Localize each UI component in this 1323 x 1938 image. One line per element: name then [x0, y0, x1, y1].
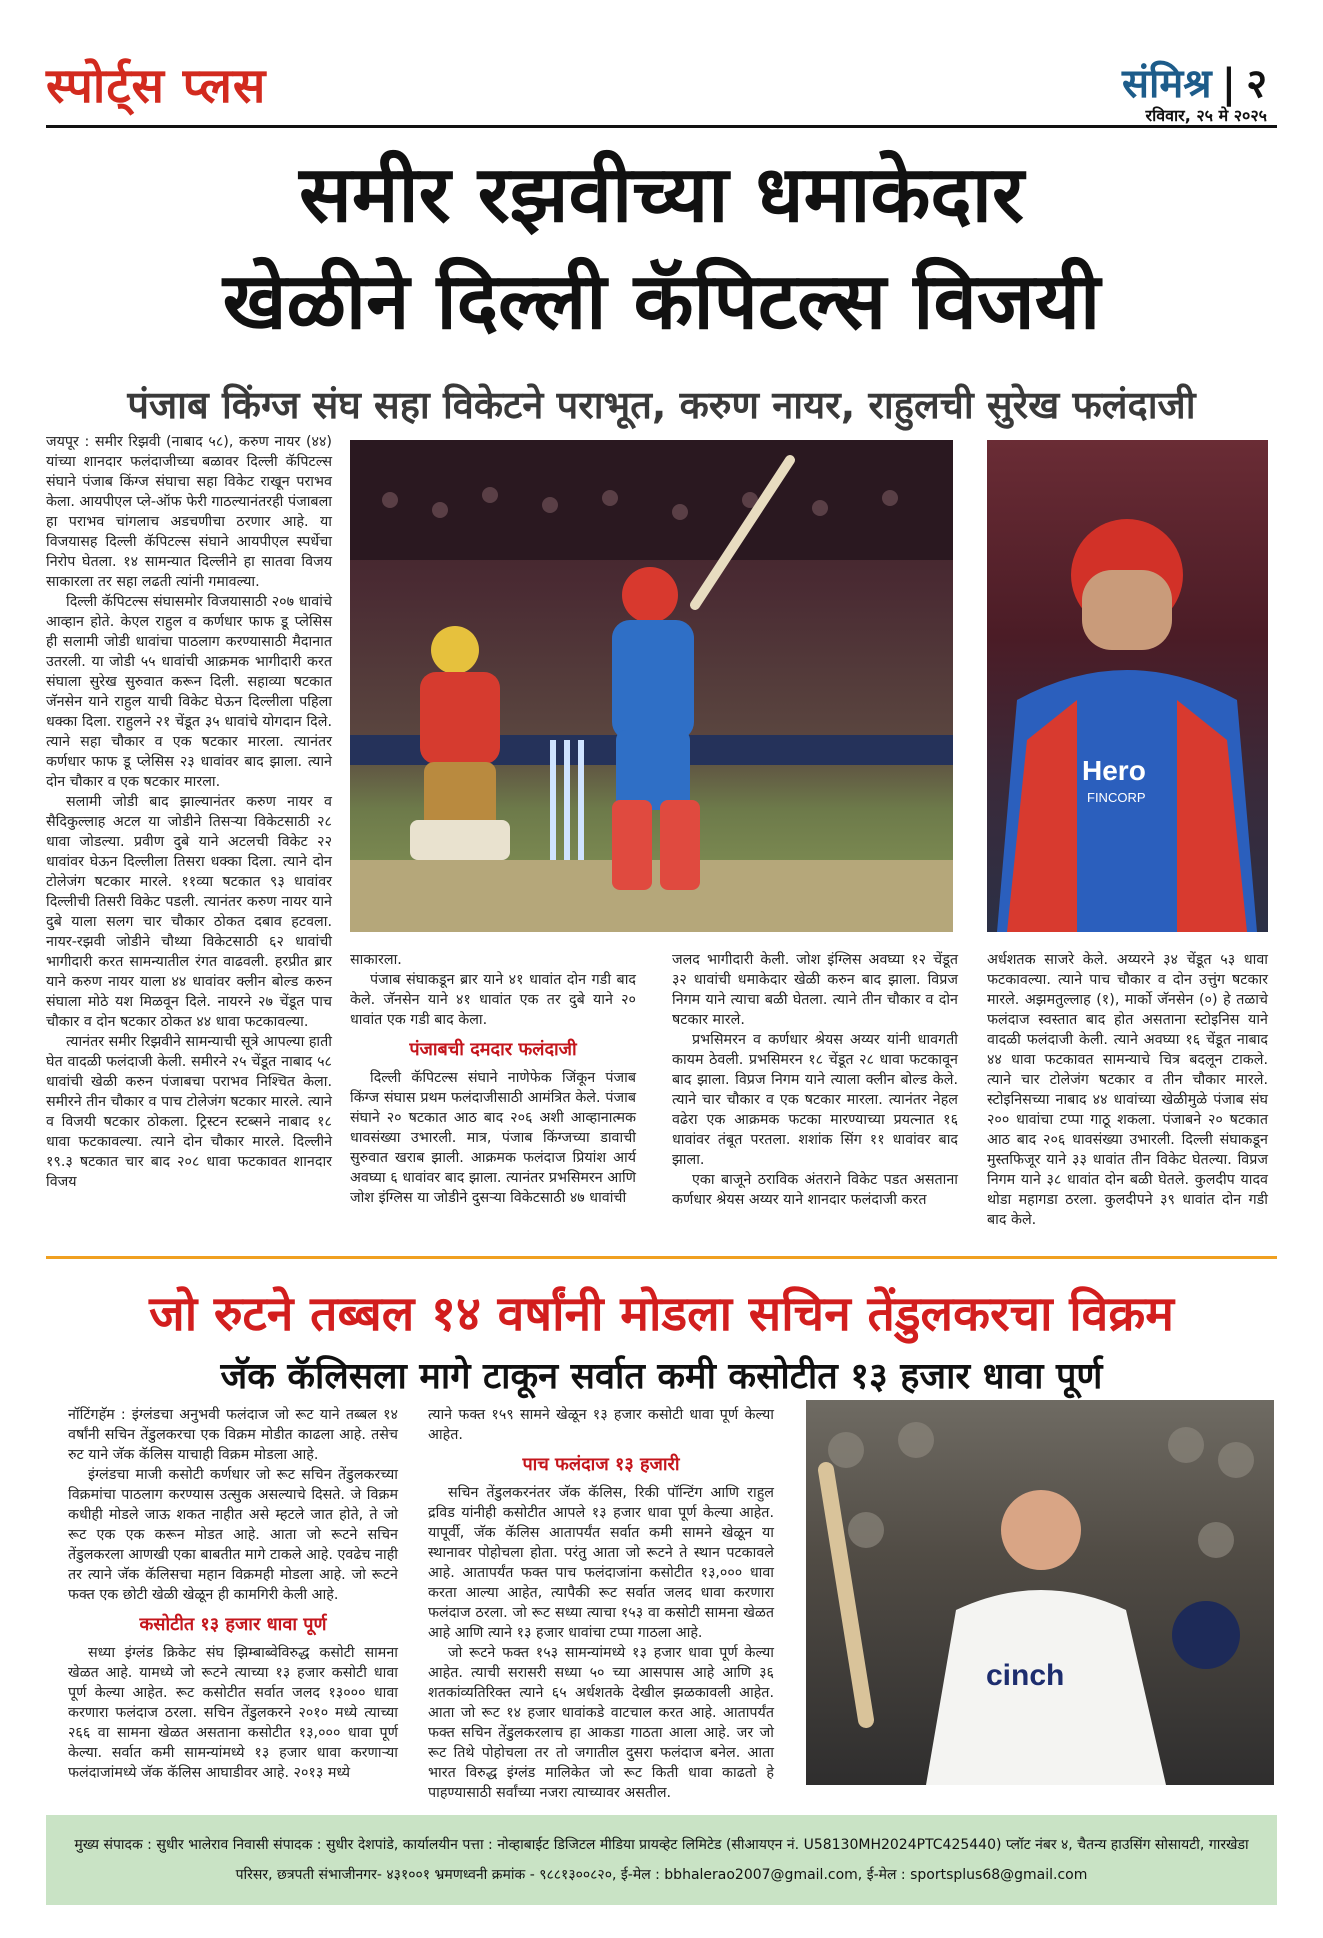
paragraph: प्रभसिमरन व कर्णधार श्रेयस अय्यर यांनी धावगती कायम ठेवली. प्रभसिमरन १८ चेंडूत २८ धावा फटकावून बाद झाला. विप्रज निगम याने त्याला क्लीन बोल्ड केले. त्याने चार चौकार व एक षटकार मारला. त्यानंतर नेहल वढेरा एक आक्रमक फटका मारण्याच्या प्रयत्नात १६ धावांवर तंबूत परतला. शशांक सिंग ११ धावांवर बाद झाला.: [672, 1032, 958, 1168]
paragraph: पंजाब संघाकडून ब्रार याने ४१ धावांत दोन गडी बाद केले. जॅनसेन याने ४१ धावांत एक तर दुबे याने २० धावांत एक गडी बाद केला.: [350, 972, 636, 1028]
masthead-brand: स्पोर्ट्स प्लस: [46, 58, 267, 114]
paragraph: अर्धशतक साजरे केले. अय्यरने ३४ चेंडूत ५३ धावा फटकावल्या. त्याने पाच चौकार व दोन उत्तुंग षटकार मारले. अझमतुल्लाह (१), मार्को जॅनसेन (०) हे तळाचे फलंदाज स्वस्तात बाद होत असताना स्टोइनिस याने वादळी फलंदाजी केली. त्याने अवघ्या १६ चेंडूत नाबाद ४४ धावा फटकावत सामन्याचे चित्र बदलून टाकले. त्याने चार टोलेजंग षटकार व तीन चौकार मारले. स्टोइनिसच्या नाबाद ४४ धावांच्या खेळीमुळे पंजाब संघ २०० धावांचा टप्पा गाठू शकला. पंजाबने २० षटकात आठ बाद २०६ धावसंख्या उभारली. दिल्ली संघाकडून मुस्तफिजूर याने ३३ धावांत तीन विकेट घेतल्या. विप्रज निगम याने ३८ धावांत दोन बळी घेतले. कुलदीप यादव थोडा महागडा ठरला. कुलदीपने ३९ धावांत दोन गडी बाद केले.: [987, 952, 1268, 1228]
story2-column2-subhead: पाच फलंदाज १३ हजारी: [522, 1454, 680, 1475]
paragraph: त्याने फक्त १५९ सामने खेळून १३ हजार कसोटी धावा पूर्ण केल्या आहेत.: [428, 1407, 774, 1443]
paragraph: सचिन तेंडुलकरनंतर जॅक कॅलिस, रिकी पॉन्टिंग आणि राहुल द्रविड यांनीही कसोटीत आपले १३ हजार धावा पूर्ण केल्या आहेत. यापूर्वी, जॅक कॅलिस आतापर्यंत सर्वात कमी सामने खेळून या स्थानावर पोहोचला होता. परंतु आता जो रूटने ते स्थान पटकावले आहे. आतापर्यंत फक्त पाच फलंदाजांना कसोटीत १३,००० धावा करता आल्या आहेत, त्यापैकी रूट सर्वात जलद धावा करणारा फलंदाज ठरला. जो रूट सध्या त्याचा १५३ वा कसोटी सामना खेळत आहे आणि त्याने १३ हजार धावांचा टप्पा गाठला आहे.: [428, 1485, 774, 1641]
joe-root-photo: [806, 1400, 1274, 1785]
paragraph: जयपूर : समीर रिझवी (नाबाद ५८), करुण नायर (४४) यांच्या शानदार फलंदाजीच्या बळावर दिल्ली कॅपिटल्स संघाने पंजाब किंग्ज संघाचा सहा विकेट राखून पराभव केला. आयपीएल प्ले-ऑफ फेरी गाठल्यानंतरही पंजाबला हा पराभव चांगलाच अडचणीचा ठरणार आहे. या विजयासह दिल्ली कॅपिटल्स संघाने आयपीएल स्पर्धेचा निरोप घेतला. १४ सामन्यात दिल्लीने हा सातवा विजय साकारला तर सहा लढती त्यांनी गमावल्या.: [46, 434, 332, 590]
section-divider: |: [1221, 60, 1237, 107]
story2-column-2: [428, 1405, 774, 1803]
svg-text:cinch: cinch: [986, 1659, 1065, 1692]
svg-text:FINCORP: FINCORP: [1087, 790, 1146, 805]
story1-headline-line2: खेळीने दिल्ली कॅपिटल्स विजयी: [222, 257, 1101, 347]
paragraph: साकारला.: [350, 952, 402, 968]
story2-headline: जो रुटने तब्बल १४ वर्षांनी मोडला सचिन तेंडुलकरचा विक्रम: [149, 1286, 1174, 1342]
section-label: [1122, 54, 1267, 109]
batting-action-photo: [350, 440, 953, 932]
paragraph: नॉटिंगहॅम : इंग्लंडचा अनुभवी फलंदाज जो रूट याने तब्बल १४ वर्षांनी सचिन तेंडुलकरचा एक विक्रम मोडीत काढला आहे. तसेच रुट याने जॅक कॅलिस याचाही विक्रम मोडला आहे.: [68, 1407, 398, 1463]
section-name: संमिश्र: [1121, 60, 1212, 107]
paragraph: दिल्ली कॅपिटल्स संघासमोर विजयासाठी २०७ धावांचे आव्हान होते. केएल राहुल व कर्णधार फाफ डू प्लेसिस ही सलामी जोडी धावांचा पाठलाग करण्यासाठी मैदानात उतरली. या जोडी ५५ धावांची आक्रमक भागीदारी करत संघाला सुरेख सुरुवात करून दिली. सहाव्या षटकात जॅनसेन याने राहुल याची विकेट घेऊन दिल्लीला पहिला धक्का दिला. राहुलने २१ चेंडूत ३५ धावांचे योगदान दिले. त्याने सहा चौकार व एक षटकार मारला. त्यानंतर कर्णधार फाफ डू प्लेसिस २३ धावांवर बाद झाला. त्याने दोन चौकार व एक षटकार मारला.: [46, 594, 332, 790]
imprint-footer: [46, 1815, 1277, 1905]
paragraph: जो रूटने फक्त १५३ सामन्यांमध्ये १३ हजार धावा पूर्ण केल्या आहेत. त्याची सरासरी सध्या ५० च्या आसपास आहे आणि ३६ शतकांव्यतिरिक्त त्याने ६५ अर्धशतके देखील झळकावली आहेत. आता जो रूट १४ हजार धावांकडे वाटचाल करत आहे. आतापर्यंत फक्त सचिन तेंडुलकरलाच हा आकडा गाठता आला आहे. जर जो रूट तिथे पोहोचला तर तो जगातील दुसरा फलंदाज बनेल. आता भारत विरुद्ध इंग्लंड मालिकेत जो रूट किती धावा काढतो हे पाहण्यासाठी सर्वांच्या नजरा त्याच्यावर असतील.: [428, 1645, 774, 1801]
paragraph: जलद भागीदारी केली. जोश इंग्लिस अवघ्या १२ चेंडूत ३२ धावांची धमाकेदार खेळी करुन बाद झाला. विप्रज निगम याने त्याचा बळी घेतला. त्याने तीन चौकार व दोन षटकार मारले.: [672, 952, 958, 1028]
masthead-rule: [46, 125, 1277, 128]
page-number: २: [1246, 60, 1267, 107]
story1-subheadline: पंजाब किंग्ज संघ सहा विकेटने पराभूत, करुण नायर, राहुलची सुरेख फलंदाजी: [127, 383, 1196, 427]
story1-column2-subhead: पंजाबची दमदार फलंदाजी: [409, 1039, 577, 1060]
section-divider-rule: [46, 1256, 1277, 1259]
svg-text:Hero: Hero: [1082, 755, 1146, 786]
story1-headline-line1: समीर रझवीच्या धमाकेदार: [299, 150, 1024, 240]
story1-column-3: [672, 950, 958, 1210]
imprint-line-1: मुख्य संपादक : सुधीर भालेराव निवासी संपादक : सुधीर देशपांडे, कार्यालयीन पत्ता : नोव्हाबाईट डिजिटल मीडिया प्रायव्हेट लिमिटेड (सीआयएन नं. U58130MH2024PTC425440) प्लॉट नंबर ४, चैतन्य हाउसिंग सोसायटी, गारखेडा: [74, 1837, 1249, 1853]
player-portrait-photo: [987, 440, 1268, 932]
issue-date: रविवार, २५ मे २०२५: [1145, 106, 1267, 125]
paragraph: सलामी जोडी बाद झाल्यानंतर करुण नायर व सैदिकुल्लाह अटल या जोडीने तिसऱ्या विकेटसाठी २८ धावा जोडल्या. प्रवीण दुबे याने अटलची विकेट २२ धावांवर घेऊन दिल्लीला तिसरा धक्का दिला. त्याने दोन टोलेजंग षटकार मारले. ११व्या षटकात ९३ धावांवर दिल्लीची तिसरी विकेट पडली. त्यानंतर करुण नायर याने दुबे याला सलग चार चौकार ठोकत दबाव हटवला. नायर-रझवी जोडीने चौथ्या विकेटसाठी ६२ धावांची भागीदारी करत सामन्यातील रंगत वाढवली. हरप्रीत ब्रार याने करुण नायर याला ४४ धावांवर क्लीन बोल्ड करुन संघाला मोठे यश मिळवून दिले. नायरने २७ चेंडूत पाच चौकार व दोन षटकार ठोकत ४४ धावा फटकावल्या.: [46, 794, 332, 1030]
paragraph: एका बाजूने ठराविक अंतराने विकेट पडत असताना कर्णधार श्रेयस अय्यर याने शानदार फलंदाजी करत: [672, 1172, 958, 1208]
paragraph: सध्या इंग्लंड क्रिकेट संघ झिम्बाब्वेविरुद्ध कसोटी सामना खेळत आहे. यामध्ये जो रूटने त्याच्या १३ हजार कसोटी धावा पूर्ण केल्या आहेत. रूट कसोटीत सर्वात जलद १३००० धावा करणारा फलंदाज ठरला. सचिन तेंडुलकरने २०१० मध्ये त्याच्या २६६ वा सामना खेळत असताना कसोटीत १३,००० धावा पूर्ण केल्या. सर्वात कमी सामन्यांमध्ये १३ हजार धावा करणाऱ्या फलंदाजांमध्ये जॅक कॅलिस आघाडीवर आहे. २०१३ मध्ये: [68, 1645, 398, 1781]
imprint-line-2: परिसर, छत्रपती संभाजीनगर- ४३१००१ भ्रमणध्वनी क्रमांक - ९८८१३००८२०, ई-मेल : bbhalerao2007@gmail.com, ई-मेल : sportsplus68@gmail.com: [235, 1867, 1088, 1883]
story1-column-2: [350, 950, 636, 1208]
paragraph: दिल्ली कॅपिटल्स संघाने नाणेफेक जिंकून पंजाब किंग्ज संघास प्रथम फलंदाजीसाठी आमंत्रित केले. पंजाब संघाने २० षटकात आठ बाद २०६ अशी आव्हानात्मक धावसंख्या उभारली. मात्र, पंजाब किंग्जच्या डावाची सुरुवात खराब झाली. आक्रमक फलंदाज प्रियांश आर्य अवघ्या ६ धावांवर बाद झाला. त्यानंतर प्रभसिमरन आणि जोश इंग्लिस या जोडीने दुसऱ्या विकेटसाठी ४७ धावांची: [350, 1070, 636, 1206]
paragraph: इंग्लंडचा माजी कसोटी कर्णधार जो रूट सचिन तेंडुलकरच्या विक्रमांचा पाठलाग करण्यास उत्सुक असल्याचे दिसते. जे विक्रम कधीही मोडले जाऊ शकत नाहीत असे म्हटले जात होते, ते जो रूट एक एक करून मोडत आहे. आता जो रूटने सचिन तेंडुलकरला आणखी एका बाबतीत मागे टाकले आहे. एवढेच नाही तर त्याने जॅक कॅलिसचा महान विक्रमही मोडला आहे. जो रूटने फक्त एक छोटी खेळी खेळून ही कामगिरी केली आहे.: [68, 1467, 398, 1603]
story2-column1-subhead: कसोटीत १३ हजार धावा पूर्ण: [139, 1614, 327, 1635]
story1-column-1: [46, 432, 332, 1192]
story2-subheadline: जॅक कॅलिसला मागे टाकून सर्वात कमी कसोटीत १३ हजार धावा पूर्ण: [220, 1356, 1103, 1397]
story2-column-1: [68, 1405, 398, 1783]
paragraph: त्यानंतर समीर रिझवीने सामन्याची सूत्रे आपल्या हाती घेत वादळी फलंदाजी केली. समीरने २५ चेंडूत नाबाद ५८ धावांची खेळी करुन पंजाबचा पराभव निश्चित केला. समीरने तीन चौकार व पाच टोलेजंग षटकार मारले. त्याने व विजयी षटकार ठोकला. ट्रिस्टन स्टब्सने नाबाद १८ धावा फटकावल्या. त्याने दोन चौकार मारले. दिल्लीने १९.३ षटकात चार बाद २०८ धावा फटकावत शानदार विजय: [46, 1034, 332, 1190]
story1-column-4: [987, 950, 1268, 1230]
